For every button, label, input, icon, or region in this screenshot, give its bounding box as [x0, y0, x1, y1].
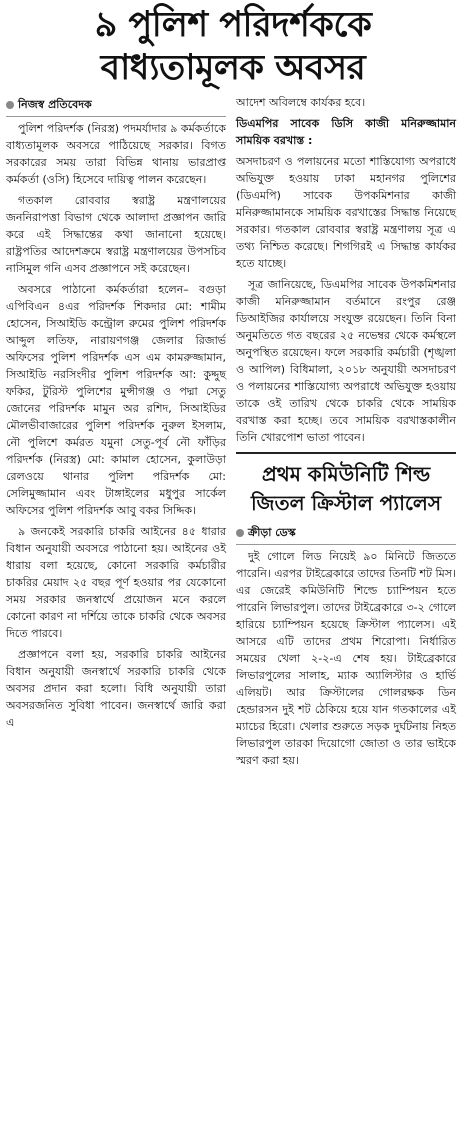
article-columns: [6, 94, 460, 773]
right-paragraph-1: অসদাচরণ ও পলায়নের মতো শাস্তিযোগ্য অপরাধে অভিযুক্ত হওয়ায় ঢাকা মহানগর পুলিশের (ডিএমপি) সাবেক উপকমিশনার কাজী মনিরুজ্জামানকে সাময়িক বরখাস্তের সিদ্ধান্ত নিয়েছে সরকার। গতকাল রোববার স্বরাষ্ট্র মন্ত্রণালয় সূত্র এ তথ্য নিশ্চিত করেছে। শিগগিরই এ সিদ্ধান্ত কার্যকর হতে যাচ্ছে।: [236, 155, 456, 270]
newspaper-page: [0, 4, 466, 1129]
paragraph-3: অবসরে পাঠানো কর্মকর্তারা হলেন– বগুড়া এপিবিএন ৪এর পরিদর্শক শিকদার মো: শামীম হোসেন, সিআইডি কন্ট্রোল রুমের পুলিশ পরিদর্শক আব্দুল লতিফ, নারায়ণগঞ্জ জেলার রিজার্ভ অফিসের পুলিশ পরিদর্শক এস এম কামরুজ্জামান, সিআইডি নরসিংদীর পুলিশ পরিদর্শক আ: কুদ্দুছ ফকির, টুরিস্ট পুলিশের মুন্সীগঞ্জ ও পদ্মা সেতু জোনের পরিদর্শক মামুন অর রশিদ, সিআইডির মৌলভীবাজারের পুলিশ পরিদর্শক নুরুল ইসলাম, নৌ পুলিশে কর্মরত যমুনা সেতু-পূর্ব নৌ ফাঁড়ির পরিদর্শক (নিরস্ত্র) মো: কামাল হোসেন, কুলাউড়া রেলওয়ে থানার পুলিশ পরিদর্শক মো: সেলিমুজ্জামান এবং টাঙ্গাইলের মধুপুর সার্কেল অফিসের পুলিশ পরিদর্শক আবু বকর সিদ্দিক।: [6, 283, 226, 517]
story2-paragraph: দুই গোলে লিড নিয়েই ৯০ মিনিটে জিততে পারেনি। এরপর টাইব্রেকারে তাদের তিনটি শট মিস। এর জেরেই কমিউনিটি শিল্ডে চ্যাম্পিয়ন হতে পারেনি লিভারপুল। তাদের টাইব্রেকারে ৩-২ গোলে হারিয়ে চ্যাম্পিয়ন হয়েছে ক্রিস্টাল প্যালেস। এই আসরে এটি তাদের প্রথম শিরোপা। নির্ধারিত সময়ের খেলা ২-২-এ শেষ হয়। টাইব্রেকারে লিভারপুলের সালাহ, ম্যাক অ্যালিস্টার ও হার্ভি এলিয়ট। আর ক্রিস্টালের গোলরক্ষক ডিন হেন্ডারসন দুই শট ঠেকিয়ে হয়ে যান গতকালের এই ম্যাচের হিরো। খেলার শুরুতে সড়ক দুর্ঘটনায় নিহত লিভারপুল তারকা দিয়োগো জোতা ও তার ভাইকে স্মরণ করা হয়।: [236, 550, 456, 767]
right-paragraph-2: সূত্র জানিয়েছে, ডিএমপির সাবেক উপকমিশনার কাজী মনিরুজ্জামান বর্তমানে রংপুর রেঞ্জ ডিআইজির কার্যালয়ে সংযুক্ত রয়েছেন। তিনি বিনা অনুমতিতে গত বছরের ২৫ নভেম্বর থেকে কর্মস্থলে অনুপস্থিত রয়েছেন। ফলে সরকারি কর্মচারী (শৃঙ্খলা ও আপিল) বিধিমালা, ২০১৮ অনুযায়ী অসদাচরণ ও পলায়নের শাস্তিযোগ্য অপরাধে অভিযুক্ত হওয়ায় তাকে ওই তারিখ থেকে চাকরি থেকে সাময়িক বরখাস্ত করা হচ্ছে। তবে সাময়িক বরখাস্তকালীন তিনি খোরপোশ ভাতা পাবেন।: [236, 278, 456, 444]
story2-byline: [236, 524, 456, 541]
headline-line-1: ৯ পুলিশ পরিদর্শককে: [94, 5, 372, 45]
story2-headline: প্রথম কমিউনিটি শিল্ড জিতল ক্রিস্টাল প্যালেস: [236, 452, 456, 518]
paragraph-2: গতকাল রোববার স্বরাষ্ট্র মন্ত্রণালয়ের জননিরাপত্তা বিভাগ থেকে আলাদা প্রজ্ঞাপন জারি করে এই সিদ্ধান্তের কথা জানানো হয়েছে। রাষ্ট্রপতির আদেশক্রমে স্বরাষ্ট্র মন্ত্রণালয়ের উপসচিব নাসিমুল গনি এসব প্রজ্ঞাপনে সই করেছেন।: [6, 194, 226, 275]
right-column: [236, 94, 456, 773]
story2-rule: [236, 544, 456, 545]
bullet-icon: [236, 529, 244, 537]
left-column: [6, 94, 226, 773]
subhead: ডিএমপির সাবেক ডিসি কাজী মনিরুজ্জামান সাময়িক বরখাস্ত :: [236, 117, 456, 147]
byline-text: নিজস্ব প্রতিবেদক: [18, 98, 92, 111]
continued-text: আদেশ অবিলম্বে কার্যকর হবে।: [236, 96, 366, 109]
paragraph-1: পুলিশ পরিদর্শক (নিরস্ত্র) পদমর্যাদার ৯ কর্মকর্তাকে বাধ্যতামূলক অবসরে পাঠিয়েছে সরকার। বিগত সরকারের সময় তারা বিভিন্ন থানায় ভারপ্রাপ্ত কর্মকর্তা (ওসি) হিসেবে দায়িত্ব পালন করেছেন।: [6, 122, 226, 186]
paragraph-5: প্রজ্ঞাপনে বলা হয়, সরকারি চাকরি আইনের বিধান অনুযায়ী জনস্বার্থে সরকারি চাকরি থেকে অবসর প্রদান করা হলো। বিধি অনুযায়ী তারা অবসরজনিত সুবিধা পাবেন। জনস্বার্থে জারি করা এ: [6, 648, 226, 729]
paragraph-4: ৯ জনকেই সরকারি চাকরি আইনের ৪৫ ধারার বিধান অনুযায়ী অবসরে পাঠানো হয়। আইনের ওই ধারায় বলা হয়েছে, কোনো সরকারি কর্মচারীর চাকরির মেয়াদ ২৫ বছর পূর্ণ হওয়ার পর যেকোনো সময় সরকার জনস্বার্থে প্রয়োজন মনে করলে কোনো কারণ না দর্শিয়ে তাকে চাকরি থেকে অবসর দিতে পারবে।: [6, 525, 226, 640]
headline-line-2: বাধ্যতামূলক অবসর: [100, 48, 366, 88]
story2-byline-text: ক্রীড়া ডেস্ক: [248, 526, 296, 539]
bullet-icon: [6, 101, 14, 109]
byline-rule: [6, 116, 226, 117]
headline: [6, 4, 460, 90]
byline: [6, 96, 226, 113]
